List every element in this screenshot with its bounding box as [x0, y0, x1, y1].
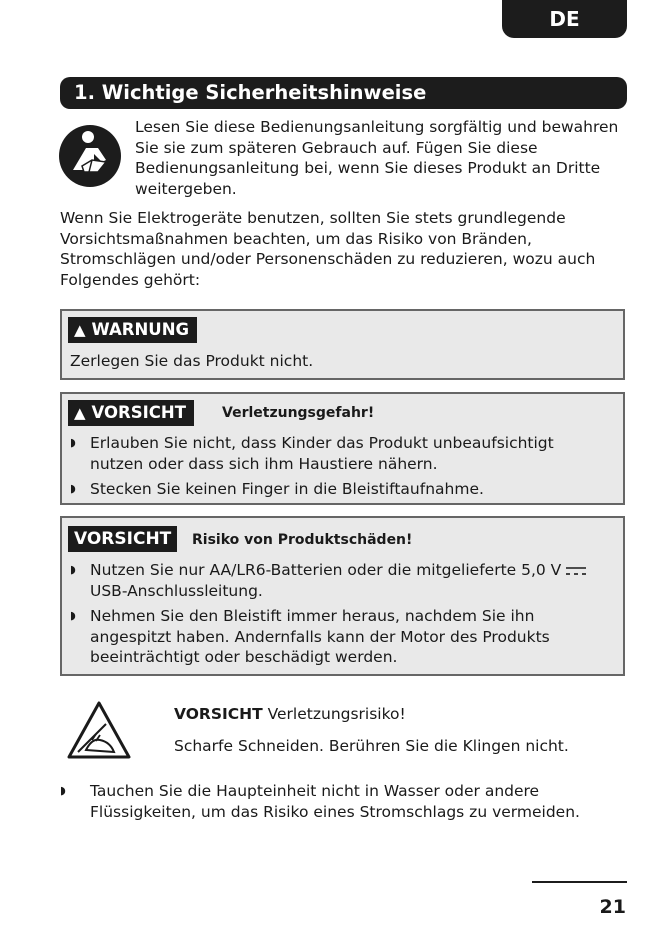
list-item	[70, 606, 620, 668]
dc-current-icon	[565, 565, 587, 577]
list-item	[70, 560, 635, 601]
general-safety-notice: Wenn Sie Elektrogeräte benutzen, sollten Sie stets grundlegende Vorsichtsmaßnahmen beachten, um das Risiko von Bränden, Stromschlägen und/oder Personenschäden zu reduzieren, wozu auch Folgendes gehört:	[60, 209, 596, 289]
sharp-edge-text: Scharfe Schneiden. Berühren Sie die Klingen nicht.	[174, 737, 569, 755]
list-item-text: Nehmen Sie den Bleistift immer heraus, nachdem Sie ihn angespitzt haben. Andernfalls kann der Motor des Produkts beeinträchtigt oder beschädigt werden.	[90, 607, 550, 666]
warning-text: Zerlegen Sie das Produkt nicht.	[70, 352, 314, 370]
caution-injury-label-text: VORSICHT	[91, 403, 186, 422]
language-tab: DE	[502, 0, 627, 38]
bullet-icon: ◗	[70, 482, 76, 495]
list-item-text: Tauchen Sie die Haupteinheit nicht in Wasser oder andere Flüssigkeiten, um das Risiko eines Stromschlags zu vermeiden.	[90, 782, 580, 821]
page-number: 21	[599, 896, 626, 918]
bullet-icon: ◗	[70, 609, 76, 622]
bullet-icon: ◗	[70, 436, 76, 449]
intro-text: Lesen Sie diese Bedienungsanleitung sorgfältig und bewahren Sie sie zum späteren Gebrauch auf. Fügen Sie diese Bedienungsanleitung bei, wenn Sie dieses Produkt an Dritte weitergeben.	[135, 118, 619, 198]
list-item-text: Nutzen Sie nur AA/LR6-Batterien oder die mitgelieferte 5,0 V	[90, 561, 562, 579]
list-item-text: Stecken Sie keinen Finger in die Bleistiftaufnahme.	[90, 480, 484, 498]
section-title: 1. Wichtige Sicherheitshinweise	[74, 81, 427, 104]
list-item	[70, 479, 610, 500]
sharp-edge-caution	[174, 704, 406, 724]
bullet-icon: ◗	[60, 784, 66, 797]
caution-injury-box	[60, 392, 625, 505]
caution-injury-label	[68, 400, 194, 426]
caution-damage-label: VORSICHT	[68, 526, 177, 552]
list-item	[60, 781, 620, 822]
read-manual-icon	[58, 124, 122, 188]
warning-label-text: WARNUNG	[91, 320, 190, 339]
warning-box	[60, 309, 625, 380]
list-item-text: Erlauben Sie nicht, dass Kinder das Produkt unbeaufsichtigt nutzen oder dass sich ihm Haustiere nähern.	[90, 434, 554, 473]
warning-triangle-icon: ▲	[74, 321, 86, 339]
list-item-text-continued: USB-Anschlussleitung.	[90, 581, 263, 600]
sharp-edge-warning-icon	[66, 700, 132, 760]
caution-damage-box	[60, 516, 625, 676]
sharp-edge-caution-label: VORSICHT	[174, 705, 263, 723]
caution-damage-heading: Risiko von Produktschäden!	[192, 532, 413, 548]
list-item	[70, 433, 610, 474]
sharp-edge-caution-title: Verletzungsrisiko!	[267, 705, 406, 723]
caution-injury-heading: Verletzungsgefahr!	[222, 405, 375, 421]
footer-rule	[532, 881, 627, 883]
warning-triangle-icon: ▲	[74, 404, 86, 422]
warning-label	[68, 317, 197, 343]
bullet-icon: ◗	[70, 563, 76, 576]
